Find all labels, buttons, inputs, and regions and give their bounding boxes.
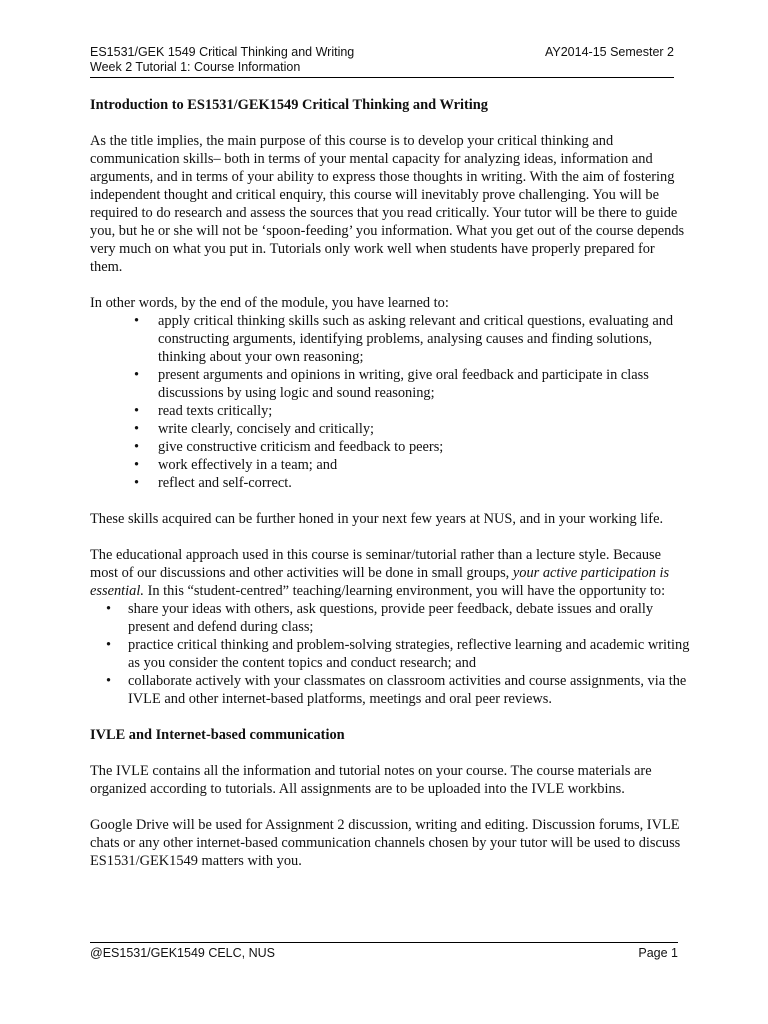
list-item: • reflect and self-correct.: [90, 474, 690, 492]
list-item: • read texts critically;: [90, 402, 690, 420]
page-header: [90, 45, 674, 78]
list-item: • practice critical thinking and problem-solving strategies, reflective learning and academic writing as you consider the content topics and conduct research; and: [90, 636, 690, 672]
list-item: • collaborate actively with your classmates on classroom activities and course assignments, via the IVLE and other internet-based platforms, meetings and oral peer reviews.: [90, 672, 690, 708]
intro-heading: Introduction to ES1531/GEK1549 Critical Thinking and Writing: [90, 97, 488, 113]
header-semester: AY2014-15 Semester 2: [544, 45, 674, 59]
ivle-heading: IVLE and Internet-based communication: [90, 727, 345, 743]
intro-paragraph-4: [90, 546, 690, 600]
list-item: • present arguments and opinions in writing, give oral feedback and participate in class discussions by using logic and sound reasoning;: [90, 366, 690, 402]
intro-paragraph-2: In other words, by the end of the module, you have learned to:: [90, 295, 449, 311]
list-item: • work effectively in a team; and: [90, 456, 690, 474]
document-body: [90, 96, 690, 870]
para4-end: In this “student-centred” teaching/learning environment, you will have the opportunity to:: [143, 583, 666, 599]
header-course-title: ES1531/GEK 1549 Critical Thinking and Writing: [90, 45, 355, 59]
para4-emphasis: your active participation is essential.: [90, 565, 670, 599]
footer-page-number: Page 1: [638, 946, 678, 960]
footer-copyright: @ES1531/GEK1549 CELC, NUS: [90, 946, 276, 960]
para4-start: The educational approach used in this course is seminar/tutorial rather than a lecture style. Because most of our discussions and other activities will be done in small groups,: [90, 547, 662, 581]
intro-paragraph-1: As the title implies, the main purpose of this course is to develop your critical thinking and communication skills– both in terms of your mental capacity for analyzing ideas, information and arguments, and in terms of your ability to express those thoughts in writing. With the aim of fostering independent thought and critical enquiry, this course will inevitably prove challenging. You will be required to do research and assess the sources that you read critically. Your tutor will be there to guide you, but he or she will not be ‘spoon-feeding’ you information. What you get out of the course depends very much on what you put in. Tutorials only work well when students have properly prepared for them.: [90, 133, 685, 275]
list-item: • give constructive criticism and feedback to peers;: [90, 438, 690, 456]
ivle-paragraph-2: Google Drive will be used for Assignment 2 discussion, writing and editing. Discussion forums, IVLE chats or any other internet-based communication channels chosen by your tutor will be used to discuss ES1531/GEK1549 matters with you.: [90, 817, 681, 869]
ivle-paragraph-1: The IVLE contains all the information and tutorial notes on your course. The course materials are organized according to tutorials. All assignments are to be uploaded into the IVLE workbins.: [90, 763, 652, 797]
list-item: • share your ideas with others, ask questions, provide peer feedback, debate issues and orally present and defend during class;: [90, 600, 690, 636]
learning-outcomes-list: [90, 312, 690, 492]
header-subtitle: Week 2 Tutorial 1: Course Information: [90, 60, 301, 74]
intro-paragraph-3: These skills acquired can be further honed in your next few years at NUS, and in your working life.: [90, 511, 664, 527]
opportunities-list: [90, 600, 690, 708]
list-item: • apply critical thinking skills such as asking relevant and critical questions, evaluating and constructing arguments, identifying problems, analysing causes and finding solutions, thinking about your own reasoning;: [90, 312, 690, 366]
list-item: • write clearly, concisely and critically;: [90, 420, 690, 438]
page-footer: [90, 942, 678, 961]
